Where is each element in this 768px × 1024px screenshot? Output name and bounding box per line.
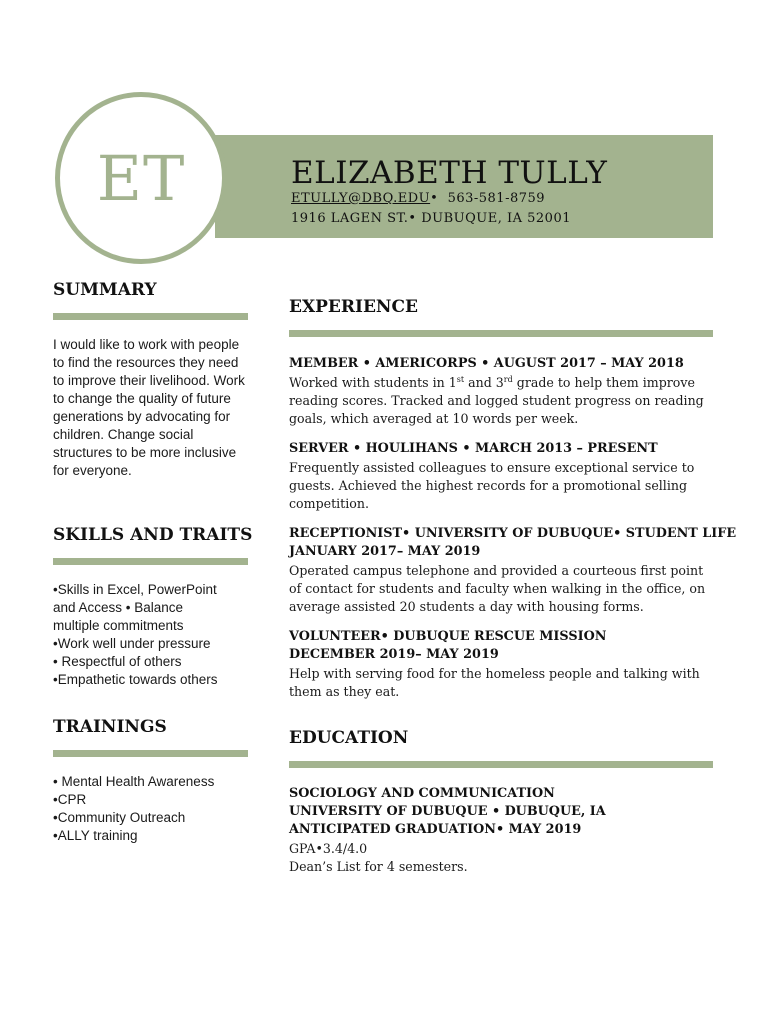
honors: Dean’s List for 4 semesters. — [289, 859, 468, 874]
contact-separator: • — [430, 191, 439, 206]
job-dates: DECEMBER 2019– MAY 2019 — [289, 647, 499, 662]
skills-rule — [53, 558, 248, 565]
trainings-list — [53, 773, 253, 845]
phone-number: 563-581-8759 — [447, 191, 546, 206]
job-description: Operated campus telephone and provided a courteous first point of contact for students and faculty when walking in the office, on average assisted 20 students a day with housing forms. — [289, 563, 706, 614]
monogram: ET — [96, 141, 186, 215]
skill-line: •Empathetic towards others — [53, 672, 218, 687]
skill-line: •Work well under pressure — [53, 636, 211, 651]
school: UNIVERSITY OF DUBUQUE • DUBUQUE, IA — [289, 804, 606, 819]
job-description: Worked with students in 1st and 3rd grade to help them improve reading scores. Tracked and logged student progress on reading goals, which averaged at 10 words per week. — [289, 374, 704, 426]
job-description: Help with serving food for the homeless people and talking with them as they eat. — [289, 666, 700, 699]
job-description: Frequently assisted colleagues to ensure exceptional service to guests. Achieved the highest records for a promotional selling competition. — [289, 460, 695, 511]
experience-rule — [289, 330, 713, 337]
training-item: •Community Outreach — [53, 810, 186, 825]
skills-list — [53, 581, 253, 689]
skill-line: multiple commitments — [53, 618, 184, 633]
skill-line: • Respectful of others — [53, 654, 182, 669]
job-title: MEMBER • AMERICORPS • AUGUST 2017 – MAY 2018 — [289, 356, 684, 371]
experience-heading: EXPERIENCE — [289, 297, 418, 317]
summary-rule — [53, 313, 248, 320]
skill-line: •Skills in Excel, PowerPoint — [53, 582, 217, 597]
trainings-rule — [53, 750, 248, 757]
email-link[interactable]: ETULLY@DBQ.EDU — [291, 191, 431, 206]
degree: SOCIOLOGY AND COMMUNICATION — [289, 786, 555, 801]
skill-line: and Access • Balance — [53, 600, 184, 615]
training-item: •CPR — [53, 792, 87, 807]
job-title: RECEPTIONIST• UNIVERSITY OF DUBUQUE• STUDENT LIFE — [289, 526, 737, 541]
summary-text: I would like to work with people to find the resources they need to improve their livelihood. Work to change the quality of future generations by advocating for children. Change social structures to be more inclusive for everyone. — [53, 337, 245, 478]
education-rule — [289, 761, 713, 768]
education-heading: EDUCATION — [289, 728, 409, 748]
job-title: SERVER • HOULIHANS • MARCH 2013 – PRESENT — [289, 441, 658, 456]
trainings-heading: TRAININGS — [53, 717, 167, 737]
training-item: • Mental Health Awareness — [53, 774, 215, 789]
summary-heading: SUMMARY — [53, 280, 157, 300]
name-title: ELIZABETH TULLY — [291, 155, 608, 191]
job-dates: JANUARY 2017– MAY 2019 — [289, 544, 481, 559]
training-item: •ALLY training — [53, 828, 138, 843]
gpa: GPA•3.4/4.0 — [289, 841, 368, 856]
graduation: ANTICIPATED GRADUATION• MAY 2019 — [289, 822, 582, 837]
contact-line — [291, 191, 545, 206]
skills-heading: SKILLS AND TRAITS — [53, 525, 253, 545]
address: 1916 LAGEN ST.• DUBUQUE, IA 52001 — [291, 211, 571, 226]
job-title: VOLUNTEER• DUBUQUE RESCUE MISSION — [289, 629, 607, 644]
